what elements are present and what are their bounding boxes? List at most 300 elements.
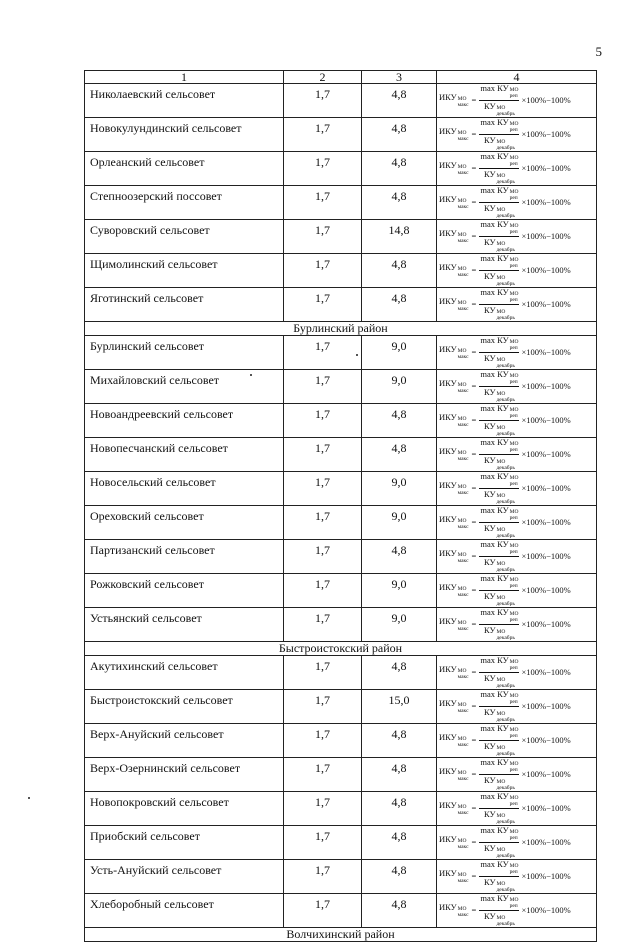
formula-den-sup: МО (496, 173, 506, 179)
formula-lhs-sup: МО (457, 266, 467, 272)
formula-den-sub: декабрь (496, 818, 515, 825)
value-col-3: 15,0 (362, 690, 437, 724)
formula-lhs-sub: макс (457, 877, 469, 884)
formula-num-sub: реп (509, 902, 518, 909)
scan-mark (250, 374, 252, 376)
formula-fraction (479, 186, 519, 219)
formula-fraction (479, 472, 519, 505)
formula-lhs-sup: МО (457, 620, 467, 626)
formula-lhs-sup: МО (457, 838, 467, 844)
formula-lhs-sup: МО (457, 518, 467, 524)
formula-tail: ×100%−100% (521, 299, 571, 310)
formula-lhs-sub: макс (457, 203, 469, 210)
formula-lhs-sub: макс (457, 911, 469, 918)
formula-num-sub: реп (509, 344, 518, 351)
formula-lhs: ИКУ (439, 194, 457, 204)
formula-lhs-sub: макс (457, 135, 469, 142)
formula-equals: = (471, 95, 477, 106)
formula (439, 792, 594, 825)
formula-lhs-sup: МО (457, 232, 467, 238)
formula-num-sup: МО (509, 659, 519, 665)
value-col-2: 1,7 (284, 152, 362, 186)
formula-lhs-sup: МО (457, 702, 467, 708)
formula-lhs-sup: МО (457, 804, 467, 810)
formula-fraction (479, 152, 519, 185)
formula-den-sup: МО (496, 357, 506, 363)
formula-fraction (479, 506, 519, 539)
formula-num-sup: МО (509, 257, 519, 263)
formula-den: КУ (483, 557, 496, 567)
formula-cell (437, 438, 597, 472)
formula-tail: ×100%−100% (521, 231, 571, 242)
settlement-name: Степноозерский поссовет (85, 186, 284, 220)
formula-tail: ×100%−100% (521, 347, 571, 358)
formula-tail: ×100%−100% (521, 701, 571, 712)
formula-lhs: ИКУ (439, 228, 457, 238)
table-row (85, 370, 597, 404)
formula-num-sub: реп (509, 868, 518, 875)
formula-cell (437, 220, 597, 254)
value-col-2: 1,7 (284, 438, 362, 472)
value-col-2: 1,7 (284, 186, 362, 220)
value-col-2: 1,7 (284, 506, 362, 540)
formula-num: max КУ (480, 253, 509, 263)
formula-lhs: ИКУ (439, 732, 457, 742)
value-col-3: 4,8 (362, 540, 437, 574)
value-col-3: 9,0 (362, 370, 437, 404)
formula-num-sub: реп (509, 126, 518, 133)
formula-lhs-sup: МО (457, 872, 467, 878)
formula-den-sub: декабрь (496, 430, 515, 437)
formula-lhs-sup: МО (457, 450, 467, 456)
value-col-2: 1,7 (284, 894, 362, 928)
formula-equals: = (471, 347, 477, 358)
formula-den-sub: декабрь (496, 566, 515, 573)
formula-cell (437, 826, 597, 860)
formula-num-sup: МО (509, 223, 519, 229)
formula-lhs: ИКУ (439, 296, 457, 306)
formula-den-sub: декабрь (496, 750, 515, 757)
formula-equals: = (471, 551, 477, 562)
formula-num-sub: реп (509, 698, 518, 705)
formula-lhs: ИКУ (439, 800, 457, 810)
district-header (85, 322, 597, 336)
formula-num-sup: МО (509, 829, 519, 835)
formula-tail: ×100%−100% (521, 95, 571, 106)
formula-num-sub: реп (509, 732, 518, 739)
formula (439, 186, 594, 219)
formula-fraction (479, 724, 519, 757)
formula-fraction (479, 608, 519, 641)
formula-lhs: ИКУ (439, 378, 457, 388)
formula-fraction (479, 690, 519, 723)
formula-cell (437, 118, 597, 152)
formula-cell (437, 608, 597, 642)
formula-equals: = (471, 701, 477, 712)
formula-num-sup: МО (509, 189, 519, 195)
formula-fraction (479, 894, 519, 927)
value-col-2: 1,7 (284, 404, 362, 438)
value-col-2: 1,7 (284, 118, 362, 152)
header-row (85, 71, 597, 84)
settlement-name: Новопесчанский сельсовет (85, 438, 284, 472)
formula-equals: = (471, 905, 477, 916)
formula-den-sup: МО (496, 139, 506, 145)
formula-den-sub: декабрь (496, 886, 515, 893)
formula-num-sub: реп (509, 228, 518, 235)
settlement-name: Хлеборобный сельсовет (85, 894, 284, 928)
settlement-name: Орлеанский сельсовет (85, 152, 284, 186)
formula-tail: ×100%−100% (521, 735, 571, 746)
table-row (85, 472, 597, 506)
settlement-name: Устьянский сельсовет (85, 608, 284, 642)
formula-den-sup: МО (496, 881, 506, 887)
table-row (85, 758, 597, 792)
table-row (85, 608, 597, 642)
formula-lhs: ИКУ (439, 766, 457, 776)
district-header (85, 928, 597, 942)
formula (439, 84, 594, 117)
formula-lhs-sub: макс (457, 421, 469, 428)
value-col-2: 1,7 (284, 860, 362, 894)
formula-num: max КУ (480, 893, 509, 903)
formula-lhs-sup: МО (457, 164, 467, 170)
formula-num-sup: МО (509, 577, 519, 583)
table-row (85, 220, 597, 254)
formula (439, 826, 594, 859)
formula-tail: ×100%−100% (521, 551, 571, 562)
formula-cell (437, 404, 597, 438)
formula-cell (437, 288, 597, 322)
formula-fraction (479, 540, 519, 573)
formula-den: КУ (483, 353, 496, 363)
formula-den-sub: декабрь (496, 852, 515, 859)
formula-num: max КУ (480, 573, 509, 583)
district-header (85, 642, 597, 656)
formula-num-sup: МО (509, 475, 519, 481)
settlement-name: Новопокровский сельсовет (85, 792, 284, 826)
value-col-3: 9,0 (362, 472, 437, 506)
formula-lhs-sub: макс (457, 271, 469, 278)
formula-num: max КУ (480, 825, 509, 835)
table-row (85, 724, 597, 758)
formula-tail: ×100%−100% (521, 619, 571, 630)
formula-lhs: ИКУ (439, 902, 457, 912)
formula-num-sup: МО (509, 897, 519, 903)
value-col-3: 4,8 (362, 152, 437, 186)
table-row (85, 438, 597, 472)
formula-cell (437, 690, 597, 724)
table-row (85, 540, 597, 574)
formula-den-sup: МО (496, 391, 506, 397)
table-row (85, 288, 597, 322)
value-col-3: 4,8 (362, 118, 437, 152)
formula-tail: ×100%−100% (521, 449, 571, 460)
value-col-2: 1,7 (284, 254, 362, 288)
value-col-2: 1,7 (284, 288, 362, 322)
formula-equals: = (471, 619, 477, 630)
formula (439, 690, 594, 723)
formula-tail: ×100%−100% (521, 415, 571, 426)
table-row (85, 84, 597, 118)
formula-den-sup: МО (496, 629, 506, 635)
value-col-2: 1,7 (284, 540, 362, 574)
scan-mark (356, 354, 358, 356)
formula-den-sub: декабрь (496, 362, 515, 369)
formula-cell (437, 84, 597, 118)
formula-tail: ×100%−100% (521, 381, 571, 392)
formula-equals: = (471, 299, 477, 310)
formula-num-sub: реп (509, 616, 518, 623)
formula-num-sub: реп (509, 800, 518, 807)
formula-den-sub: декабрь (496, 464, 515, 471)
formula-num-sup: МО (509, 373, 519, 379)
formula-lhs-sup: МО (457, 198, 467, 204)
formula (439, 220, 594, 253)
formula-num-sub: реп (509, 194, 518, 201)
formula-lhs-sub: макс (457, 305, 469, 312)
formula (439, 608, 594, 641)
settlement-name: Приобский сельсовет (85, 826, 284, 860)
formula-lhs-sup: МО (457, 96, 467, 102)
formula (439, 724, 594, 757)
settlement-name: Яготинский сельсовет (85, 288, 284, 322)
settlement-name: Рожковский сельсовет (85, 574, 284, 608)
formula-num: max КУ (480, 539, 509, 549)
table-row (85, 404, 597, 438)
formula (439, 506, 594, 539)
formula-lhs-sub: макс (457, 625, 469, 632)
formula-lhs-sup: МО (457, 736, 467, 742)
formula-cell (437, 186, 597, 220)
formula-num-sub: реп (509, 92, 518, 99)
formula (439, 288, 594, 321)
formula-lhs: ИКУ (439, 344, 457, 354)
formula-den-sub: декабрь (496, 280, 515, 287)
formula-den-sub: декабрь (496, 144, 515, 151)
settlement-name: Новоандреевский сельсовет (85, 404, 284, 438)
formula-tail: ×100%−100% (521, 871, 571, 882)
formula-den-sup: МО (496, 915, 506, 921)
formula (439, 118, 594, 151)
formula-lhs-sub: макс (457, 489, 469, 496)
value-col-3: 9,0 (362, 336, 437, 370)
formula-den: КУ (483, 203, 496, 213)
formula-den-sup: МО (496, 527, 506, 533)
formula-lhs-sup: МО (457, 130, 467, 136)
formula-num-sub: реп (509, 548, 518, 555)
district-title: Волчихинский район (85, 928, 597, 942)
formula-fraction (479, 574, 519, 607)
formula-num: max КУ (480, 403, 509, 413)
formula-cell (437, 540, 597, 574)
formula-num: max КУ (480, 335, 509, 345)
formula-fraction (479, 404, 519, 437)
value-col-3: 4,8 (362, 186, 437, 220)
formula-num: max КУ (480, 505, 509, 515)
table-row (85, 506, 597, 540)
settlement-name: Николаевский сельсовет (85, 84, 284, 118)
value-col-3: 4,8 (362, 438, 437, 472)
settlement-name: Новокулундинский сельсовет (85, 118, 284, 152)
formula (439, 758, 594, 791)
formula-lhs: ИКУ (439, 412, 457, 422)
formula-num: max КУ (480, 117, 509, 127)
formula-den: КУ (483, 809, 496, 819)
formula-cell (437, 254, 597, 288)
formula-tail: ×100%−100% (521, 517, 571, 528)
formula-lhs-sub: макс (457, 673, 469, 680)
formula-tail: ×100%−100% (521, 129, 571, 140)
formula-fraction (479, 370, 519, 403)
formula-den-sup: МО (496, 561, 506, 567)
formula-lhs-sub: макс (457, 809, 469, 816)
scan-mark (28, 797, 30, 799)
formula-lhs-sub: макс (457, 387, 469, 394)
formula-lhs-sub: макс (457, 101, 469, 108)
formula-den: КУ (483, 101, 496, 111)
formula-den-sub: декабрь (496, 396, 515, 403)
formula-equals: = (471, 415, 477, 426)
formula-num-sub: реп (509, 766, 518, 773)
formula-num-sub: реп (509, 664, 518, 671)
settlement-name: Усть-Ануйский сельсовет (85, 860, 284, 894)
formula-num-sup: МО (509, 121, 519, 127)
formula-num-sub: реп (509, 446, 518, 453)
formula-den: КУ (483, 135, 496, 145)
formula-lhs: ИКУ (439, 92, 457, 102)
formula-den: КУ (483, 741, 496, 751)
table-row (85, 118, 597, 152)
formula-lhs: ИКУ (439, 698, 457, 708)
formula-equals: = (471, 517, 477, 528)
formula-den-sub: декабрь (496, 532, 515, 539)
formula-lhs: ИКУ (439, 514, 457, 524)
settlement-name: Новосельский сельсовет (85, 472, 284, 506)
settlement-name: Ореховский сельсовет (85, 506, 284, 540)
table-row (85, 336, 597, 370)
formula-den-sub: декабрь (496, 920, 515, 927)
formula-den: КУ (483, 625, 496, 635)
formula-num: max КУ (480, 83, 509, 93)
formula-den-sup: МО (496, 425, 506, 431)
formula-lhs: ИКУ (439, 834, 457, 844)
settlement-name: Суворовский сельсовет (85, 220, 284, 254)
value-col-2: 1,7 (284, 608, 362, 642)
formula (439, 472, 594, 505)
table-row (85, 860, 597, 894)
formula-num: max КУ (480, 437, 509, 447)
formula-lhs: ИКУ (439, 446, 457, 456)
formula-equals: = (471, 381, 477, 392)
formula-num-sup: МО (509, 693, 519, 699)
formula-num-sup: МО (509, 155, 519, 161)
formula-den-sub: декабрь (496, 600, 515, 607)
table-row (85, 792, 597, 826)
value-col-2: 1,7 (284, 656, 362, 690)
value-col-2: 1,7 (284, 336, 362, 370)
formula-num-sub: реп (509, 582, 518, 589)
formula-fraction (479, 792, 519, 825)
settlement-name: Верх-Ануйский сельсовет (85, 724, 284, 758)
formula-den: КУ (483, 591, 496, 601)
formula-lhs: ИКУ (439, 664, 457, 674)
formula-lhs-sub: макс (457, 237, 469, 244)
formula-tail: ×100%−100% (521, 837, 571, 848)
tariff-table (84, 70, 597, 942)
settlement-name: Быстроистокский сельсовет (85, 690, 284, 724)
settlement-name: Щимолинский сельсовет (85, 254, 284, 288)
formula-den: КУ (483, 707, 496, 717)
formula-tail: ×100%−100% (521, 265, 571, 276)
formula-num-sub: реп (509, 480, 518, 487)
settlement-name: Верх-Озернинский сельсовет (85, 758, 284, 792)
formula-den: КУ (483, 305, 496, 315)
value-col-2: 1,7 (284, 472, 362, 506)
formula-num-sub: реп (509, 296, 518, 303)
formula (439, 540, 594, 573)
formula-den-sup: МО (496, 241, 506, 247)
formula-num: max КУ (480, 655, 509, 665)
formula-num: max КУ (480, 757, 509, 767)
formula-den: КУ (483, 911, 496, 921)
formula-tail: ×100%−100% (521, 803, 571, 814)
formula-equals: = (471, 483, 477, 494)
formula-den: КУ (483, 877, 496, 887)
formula-lhs-sup: МО (457, 484, 467, 490)
formula-num: max КУ (480, 723, 509, 733)
formula-den-sub: декабрь (496, 682, 515, 689)
formula-lhs-sup: МО (457, 382, 467, 388)
formula-den-sup: МО (496, 459, 506, 465)
formula-lhs: ИКУ (439, 262, 457, 272)
formula-den-sup: МО (496, 779, 506, 785)
value-col-3: 9,0 (362, 608, 437, 642)
formula-den-sup: МО (496, 275, 506, 281)
formula-den-sub: декабрь (496, 498, 515, 505)
formula-den-sup: МО (496, 813, 506, 819)
formula-lhs: ИКУ (439, 868, 457, 878)
formula (439, 438, 594, 471)
formula (439, 254, 594, 287)
formula-num: max КУ (480, 607, 509, 617)
formula-lhs-sub: макс (457, 843, 469, 850)
settlement-name: Акутихинский сельсовет (85, 656, 284, 690)
formula-lhs-sup: МО (457, 668, 467, 674)
formula-den-sub: декабрь (496, 246, 515, 253)
value-col-3: 9,0 (362, 574, 437, 608)
formula-den: КУ (483, 237, 496, 247)
formula-equals: = (471, 163, 477, 174)
formula-equals: = (471, 129, 477, 140)
formula-num-sub: реп (509, 834, 518, 841)
formula-cell (437, 506, 597, 540)
formula-den: КУ (483, 489, 496, 499)
table-row (85, 254, 597, 288)
value-col-2: 1,7 (284, 826, 362, 860)
formula-fraction (479, 254, 519, 287)
formula-tail: ×100%−100% (521, 163, 571, 174)
formula-cell (437, 758, 597, 792)
formula-cell (437, 472, 597, 506)
formula-num-sup: МО (509, 863, 519, 869)
table-row (85, 656, 597, 690)
formula-num-sup: МО (509, 407, 519, 413)
formula-num-sup: МО (509, 441, 519, 447)
value-col-3: 4,8 (362, 894, 437, 928)
value-col-2: 1,7 (284, 758, 362, 792)
formula-num-sub: реп (509, 262, 518, 269)
